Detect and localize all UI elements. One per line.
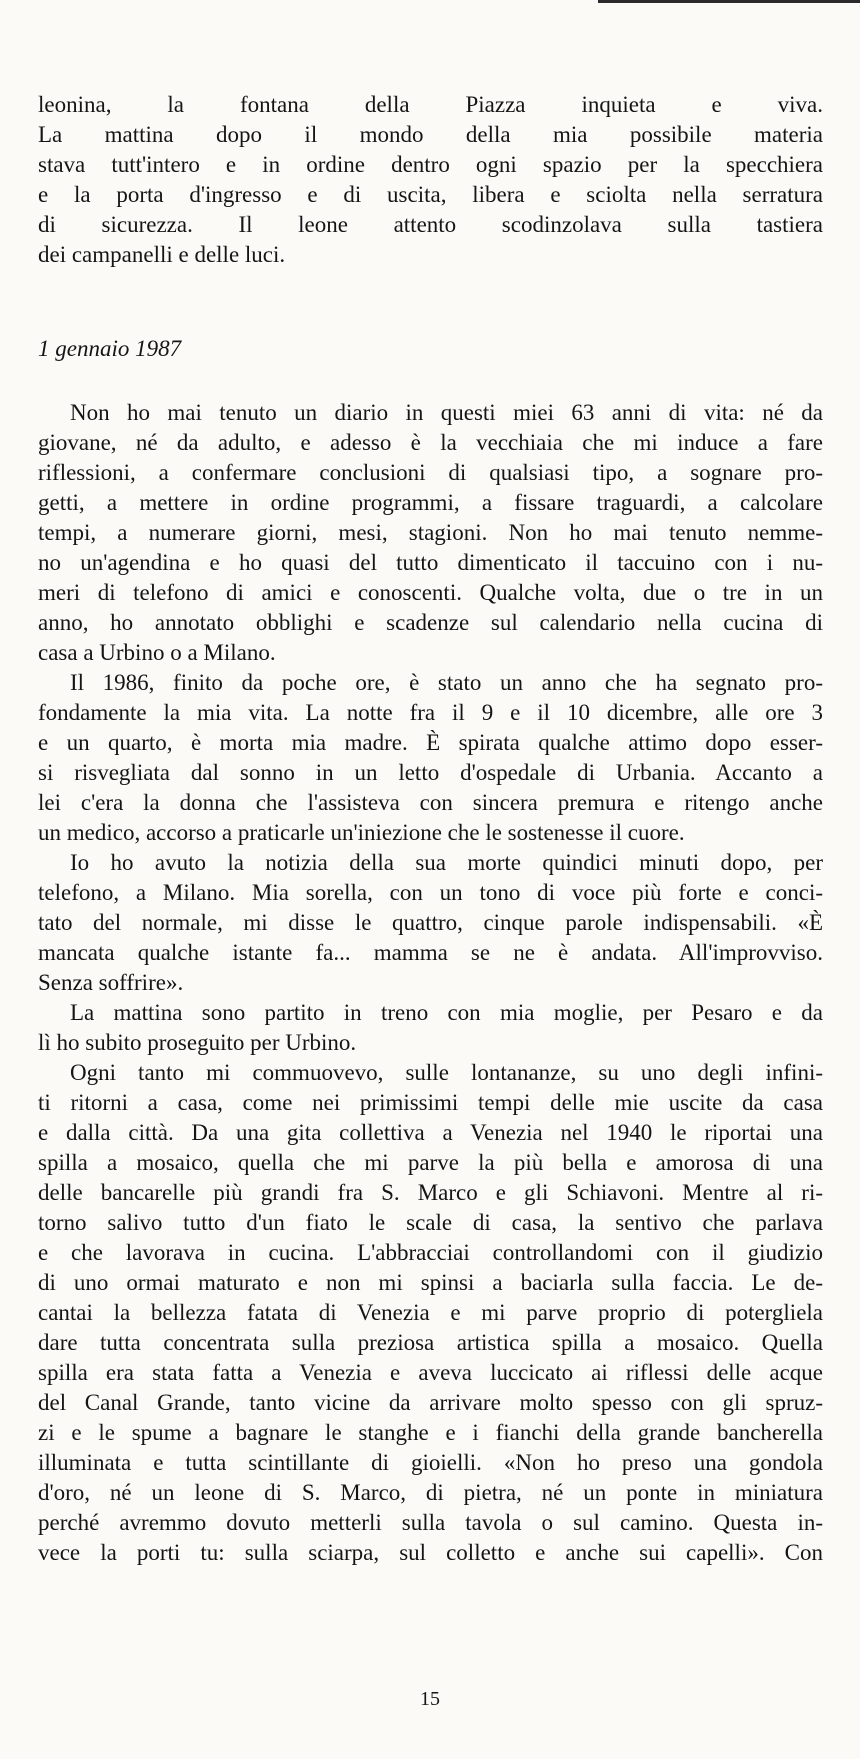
text-line: e dalla città. Da una gita collettiva a Venezia nel 1940 le riportai una	[38, 1120, 823, 1145]
text-line: dare tutta concentrata sulla preziosa artistica spilla a mosaico. Quella	[38, 1330, 823, 1355]
paragraph-phone-news	[38, 848, 823, 998]
text-line: e che lavorava in cucina. L'abbracciai controllandomi con il giudizio	[38, 1240, 823, 1265]
text-line: perché avremmo dovuto metterli sulla tavola o sul camino. Questa in-	[38, 1510, 823, 1535]
paragraph-mother-death	[38, 668, 823, 848]
text-line: di uno ormai maturato e non mi spinsi a baciarla sulla faccia. Le de-	[38, 1270, 823, 1295]
text-line: Senza soffrire».	[38, 970, 184, 995]
text-line: La mattina sono partito in treno con mia moglie, per Pesaro e da	[70, 1000, 823, 1025]
text-line: cantai la bellezza fatata di Venezia e mi parve proprio di potergliela	[38, 1300, 823, 1325]
text-line: vece la porti tu: sulla sciarpa, sul colletto e anche sui capelli». Con	[38, 1540, 823, 1565]
text-line: dei campanelli e delle luci.	[38, 242, 286, 267]
text-line: zi e le spume a bagnare le stanghe e i fianchi della grande bancherella	[38, 1420, 823, 1445]
text-line: leonina, la fontana della Piazza inquieta e viva.	[38, 92, 823, 117]
spacer	[38, 270, 823, 304]
paragraph-train	[38, 998, 823, 1058]
entry-date-heading: 1 gennaio 1987	[38, 336, 182, 361]
text-line: spilla era stata fatta a Venezia e aveva luccicato ai riflessi delle acque	[38, 1360, 823, 1385]
text-line: meri di telefono di amici e conoscenti. Qualche volta, due o tre in un	[38, 580, 823, 605]
text-line: fondamente la mia vita. La notte fra il 9 e il 10 dicembre, alle ore 3	[38, 700, 823, 725]
text-line: del Canal Grande, tanto vicine da arrivare molto spesso con gli spruz-	[38, 1390, 823, 1415]
text-line: un medico, accorso a praticarle un'iniezione che le sostenesse il cuore.	[38, 820, 685, 845]
text-line: anno, ho annotato obblighi e scadenze sul calendario nella cucina di	[38, 610, 823, 635]
paragraph-venice-brooch	[38, 1058, 823, 1568]
paragraph-diary	[38, 398, 823, 668]
text-line: ti ritorni a casa, come nei primissimi tempi delle mie uscite da casa	[38, 1090, 823, 1115]
text-line: si risvegliata dal sonno in un letto d'ospedale di Urbania. Accanto a	[38, 760, 823, 785]
text-line: getti, a mettere in ordine programmi, a fissare traguardi, a calcolare	[38, 490, 823, 515]
text-line: lei c'era la donna che l'assisteva con sincera premura e ritengo anche	[38, 790, 823, 815]
text-line: Il 1986, finito da poche ore, è stato un anno che ha segnato pro-	[70, 670, 823, 695]
page-number: 15	[420, 1688, 440, 1710]
text-line: lì ho subito proseguito per Urbino.	[38, 1030, 357, 1055]
text-line: giovane, né da adulto, e adesso è la vecchiaia che mi induce a fare	[38, 430, 823, 455]
text-line: illuminata e tutta scintillante di gioielli. «Non ho preso una gondola	[38, 1450, 823, 1475]
spacer	[38, 364, 823, 398]
top-edge-rule	[598, 0, 860, 3]
text-line: stava tutt'intero e in ordine dentro ogni spazio per la specchiera	[38, 152, 823, 177]
text-line: Ogni tanto mi commuovevo, sulle lontananze, su uno degli infini-	[70, 1060, 823, 1085]
text-line: riflessioni, a confermare conclusioni di qualsiasi tipo, a sognare pro-	[38, 460, 823, 485]
text-line: tato del normale, mi disse le quattro, cinque parole indispensabili. «È	[38, 910, 823, 935]
text-line: no un'agendina e ho quasi del tutto dimenticato il taccuino con i nu-	[38, 550, 823, 575]
text-line: e la porta d'ingresso e di uscita, libera e sciolta nella serratura	[38, 182, 823, 207]
text-line: d'oro, né un leone di S. Marco, di pietra, né un ponte in miniatura	[38, 1480, 823, 1505]
text-line: torno salivo tutto d'un fiato le scale di casa, la sentivo che parlava	[38, 1210, 823, 1235]
text-line: spilla a mosaico, quella che mi parve la più bella e amorosa di una	[38, 1150, 823, 1175]
text-line: telefono, a Milano. Mia sorella, con un tono di voce più forte e conci-	[38, 880, 823, 905]
opening-passage	[38, 90, 823, 270]
text-line: e un quarto, è morta mia madre. È spirata qualche attimo dopo esser-	[38, 730, 823, 755]
text-line: tempi, a numerare giorni, mesi, stagioni. Non ho mai tenuto nemme-	[38, 520, 823, 545]
text-line: mancata qualche istante fa... mamma se ne è andata. All'improvviso.	[38, 940, 823, 965]
page-body	[38, 90, 823, 1568]
text-line: casa a Urbino o a Milano.	[38, 640, 276, 665]
text-line: Io ho avuto la notizia della sua morte quindici minuti dopo, per	[70, 850, 823, 875]
spacer	[38, 304, 823, 334]
text-line: delle bancarelle più grandi fra S. Marco e gli Schiavoni. Mentre al ri-	[38, 1180, 823, 1205]
text-line: La mattina dopo il mondo della mia possibile materia	[38, 122, 823, 147]
text-line: di sicurezza. Il leone attento scodinzolava sulla tastiera	[38, 212, 823, 237]
text-line: Non ho mai tenuto un diario in questi miei 63 anni di vita: né da	[70, 400, 823, 425]
